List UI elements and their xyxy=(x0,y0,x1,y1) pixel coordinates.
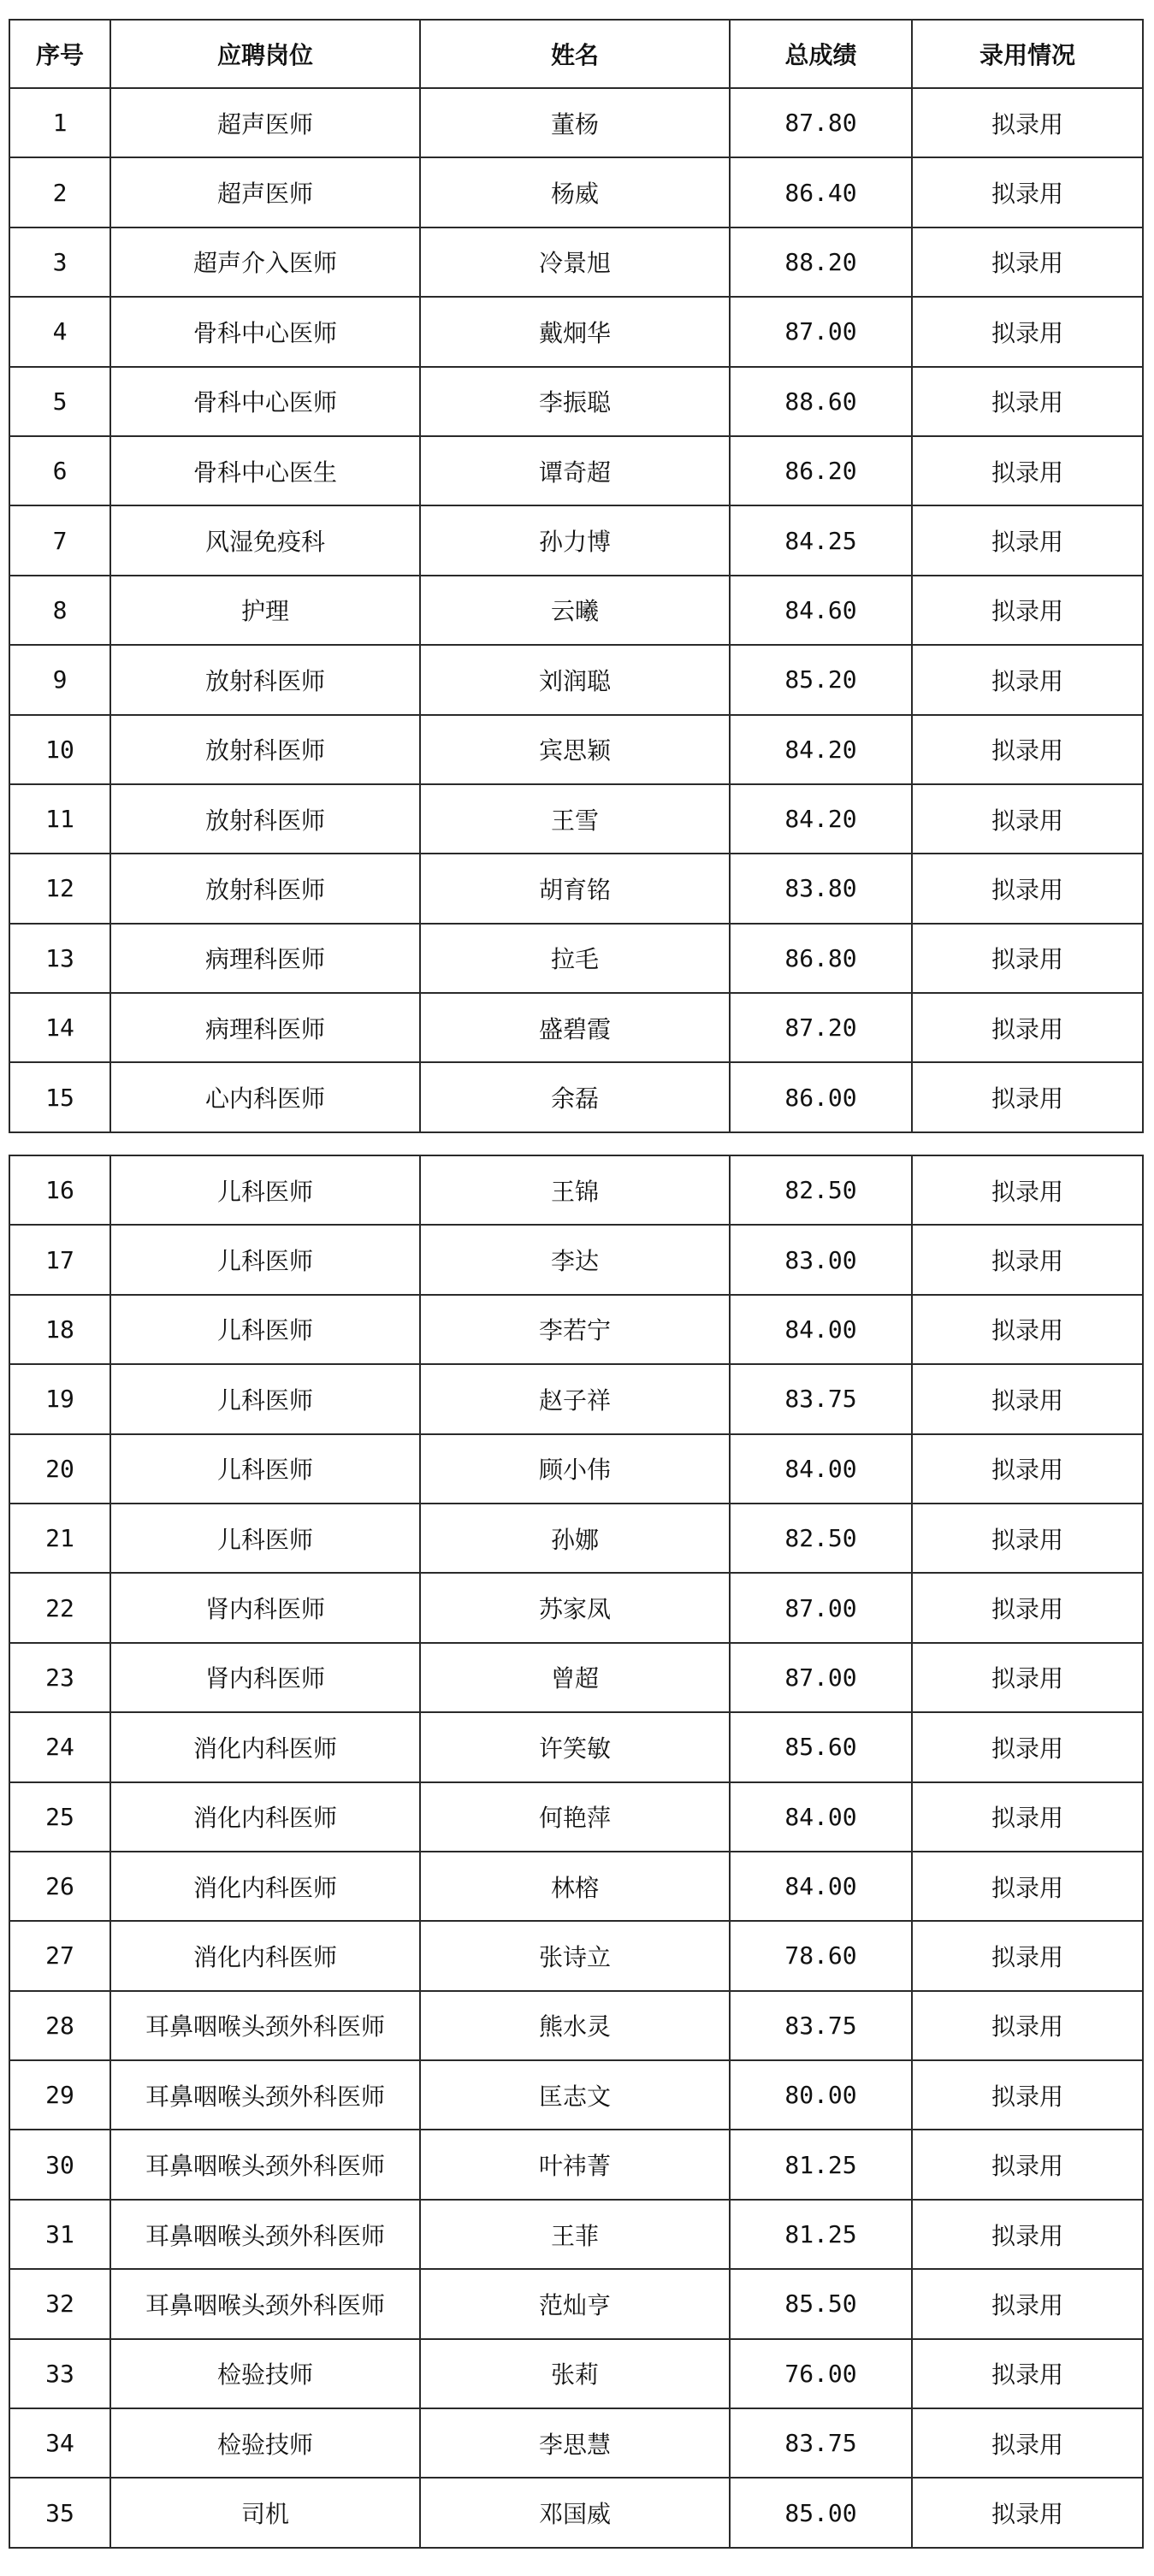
cell-no: 26 xyxy=(9,1852,110,1921)
cell-no: 29 xyxy=(9,2060,110,2130)
cell-score: 86.20 xyxy=(730,436,912,505)
table-row xyxy=(9,645,1143,714)
table-row xyxy=(9,784,1143,854)
cell-position: 骨科中心医师 xyxy=(110,297,420,366)
table-row xyxy=(9,715,1143,784)
cell-position: 儿科医师 xyxy=(110,1364,420,1433)
cell-position: 司机 xyxy=(110,2478,420,2547)
cell-position: 超声介入医师 xyxy=(110,227,420,297)
cell-no: 8 xyxy=(9,576,110,645)
cell-name: 胡育铭 xyxy=(420,854,730,923)
cell-score: 85.00 xyxy=(730,2478,912,2547)
table-row xyxy=(9,157,1143,227)
cell-name: 顾小伟 xyxy=(420,1434,730,1504)
cell-no: 10 xyxy=(9,715,110,784)
cell-position: 儿科医师 xyxy=(110,1504,420,1573)
cell-position: 病理科医师 xyxy=(110,993,420,1062)
cell-no: 27 xyxy=(9,1921,110,1990)
cell-name: 冷景旭 xyxy=(420,227,730,297)
results-table-part-2 xyxy=(9,1155,1144,2549)
table-row xyxy=(9,1573,1143,1642)
cell-name: 许笑敏 xyxy=(420,1712,730,1781)
cell-score: 81.25 xyxy=(730,2130,912,2199)
cell-no: 15 xyxy=(9,1062,110,1131)
cell-position: 护理 xyxy=(110,576,420,645)
table-row xyxy=(9,2478,1143,2547)
cell-status: 拟录用 xyxy=(912,1712,1143,1781)
cell-status: 拟录用 xyxy=(912,1155,1143,1225)
cell-no: 5 xyxy=(9,367,110,436)
cell-position: 肾内科医师 xyxy=(110,1643,420,1712)
cell-position: 检验技师 xyxy=(110,2408,420,2478)
table-row xyxy=(9,436,1143,505)
cell-position: 消化内科医师 xyxy=(110,1852,420,1921)
cell-name: 宾思颖 xyxy=(420,715,730,784)
cell-status: 拟录用 xyxy=(912,645,1143,714)
results-table-part-1 xyxy=(9,19,1144,1133)
cell-status: 拟录用 xyxy=(912,297,1143,366)
cell-no: 6 xyxy=(9,436,110,505)
cell-name: 李若宁 xyxy=(420,1295,730,1364)
cell-score: 85.60 xyxy=(730,1712,912,1781)
table-row xyxy=(9,1712,1143,1781)
cell-score: 78.60 xyxy=(730,1921,912,1990)
cell-name: 余磊 xyxy=(420,1062,730,1131)
cell-score: 86.00 xyxy=(730,1062,912,1131)
cell-score: 84.20 xyxy=(730,784,912,854)
cell-score: 82.50 xyxy=(730,1155,912,1225)
table-row xyxy=(9,1434,1143,1504)
table-row xyxy=(9,1155,1143,1225)
cell-position: 检验技师 xyxy=(110,2339,420,2408)
cell-status: 拟录用 xyxy=(912,1295,1143,1364)
table-row xyxy=(9,1062,1143,1131)
cell-name: 刘润聪 xyxy=(420,645,730,714)
cell-score: 84.00 xyxy=(730,1434,912,1504)
cell-status: 拟录用 xyxy=(912,784,1143,854)
cell-status: 拟录用 xyxy=(912,1921,1143,1990)
table-row xyxy=(9,1921,1143,1990)
cell-name: 赵子祥 xyxy=(420,1364,730,1433)
cell-score: 87.80 xyxy=(730,88,912,157)
cell-score: 84.20 xyxy=(730,715,912,784)
cell-no: 21 xyxy=(9,1504,110,1573)
cell-position: 耳鼻咽喉头颈外科医师 xyxy=(110,2130,420,2199)
cell-no: 4 xyxy=(9,297,110,366)
cell-score: 83.80 xyxy=(730,854,912,923)
cell-no: 14 xyxy=(9,993,110,1062)
cell-score: 84.00 xyxy=(730,1782,912,1852)
table-row xyxy=(9,2269,1143,2338)
cell-name: 李思慧 xyxy=(420,2408,730,2478)
cell-no: 13 xyxy=(9,924,110,993)
cell-status: 拟录用 xyxy=(912,854,1143,923)
cell-position: 儿科医师 xyxy=(110,1225,420,1294)
cell-status: 拟录用 xyxy=(912,715,1143,784)
cell-status: 拟录用 xyxy=(912,1364,1143,1433)
cell-no: 20 xyxy=(9,1434,110,1504)
cell-position: 放射科医师 xyxy=(110,854,420,923)
cell-status: 拟录用 xyxy=(912,2478,1143,2547)
cell-score: 86.40 xyxy=(730,157,912,227)
cell-status: 拟录用 xyxy=(912,2060,1143,2130)
cell-status: 拟录用 xyxy=(912,2339,1143,2408)
cell-score: 85.20 xyxy=(730,645,912,714)
cell-name: 盛碧霞 xyxy=(420,993,730,1062)
cell-status: 拟录用 xyxy=(912,924,1143,993)
cell-status: 拟录用 xyxy=(912,436,1143,505)
cell-no: 19 xyxy=(9,1364,110,1433)
cell-name: 云曦 xyxy=(420,576,730,645)
cell-status: 拟录用 xyxy=(912,1225,1143,1294)
table-row xyxy=(9,2408,1143,2478)
cell-no: 22 xyxy=(9,1573,110,1642)
cell-no: 16 xyxy=(9,1155,110,1225)
cell-position: 放射科医师 xyxy=(110,645,420,714)
table-row xyxy=(9,576,1143,645)
table-row xyxy=(9,88,1143,157)
cell-status: 拟录用 xyxy=(912,88,1143,157)
cell-no: 11 xyxy=(9,784,110,854)
cell-score: 84.00 xyxy=(730,1295,912,1364)
table-row xyxy=(9,505,1143,575)
cell-no: 7 xyxy=(9,505,110,575)
cell-name: 匡志文 xyxy=(420,2060,730,2130)
cell-name: 何艳萍 xyxy=(420,1782,730,1852)
cell-score: 86.80 xyxy=(730,924,912,993)
cell-status: 拟录用 xyxy=(912,2200,1143,2269)
cell-score: 85.50 xyxy=(730,2269,912,2338)
cell-status: 拟录用 xyxy=(912,367,1143,436)
table-row xyxy=(9,1225,1143,1294)
cell-position: 超声医师 xyxy=(110,157,420,227)
table-row xyxy=(9,1782,1143,1852)
cell-status: 拟录用 xyxy=(912,157,1143,227)
cell-no: 23 xyxy=(9,1643,110,1712)
cell-name: 孙娜 xyxy=(420,1504,730,1573)
cell-position: 风湿免疫科 xyxy=(110,505,420,575)
cell-no: 35 xyxy=(9,2478,110,2547)
cell-name: 杨威 xyxy=(420,157,730,227)
cell-name: 王锦 xyxy=(420,1155,730,1225)
cell-score: 84.25 xyxy=(730,505,912,575)
cell-no: 2 xyxy=(9,157,110,227)
table-row xyxy=(9,2339,1143,2408)
cell-score: 81.25 xyxy=(730,2200,912,2269)
cell-position: 儿科医师 xyxy=(110,1434,420,1504)
cell-no: 12 xyxy=(9,854,110,923)
cell-position: 心内科医师 xyxy=(110,1062,420,1131)
cell-name: 孙力博 xyxy=(420,505,730,575)
cell-score: 87.00 xyxy=(730,1573,912,1642)
cell-no: 33 xyxy=(9,2339,110,2408)
header-status: 录用情况 xyxy=(912,20,1143,88)
cell-position: 耳鼻咽喉头颈外科医师 xyxy=(110,2200,420,2269)
cell-status: 拟录用 xyxy=(912,2269,1143,2338)
cell-no: 24 xyxy=(9,1712,110,1781)
cell-name: 李振聪 xyxy=(420,367,730,436)
cell-name: 李达 xyxy=(420,1225,730,1294)
cell-name: 王雪 xyxy=(420,784,730,854)
cell-no: 3 xyxy=(9,227,110,297)
table-row xyxy=(9,854,1143,923)
table-row xyxy=(9,297,1143,366)
cell-position: 放射科医师 xyxy=(110,715,420,784)
cell-status: 拟录用 xyxy=(912,1573,1143,1642)
cell-status: 拟录用 xyxy=(912,993,1143,1062)
cell-status: 拟录用 xyxy=(912,1504,1143,1573)
cell-name: 张诗立 xyxy=(420,1921,730,1990)
cell-position: 消化内科医师 xyxy=(110,1782,420,1852)
cell-status: 拟录用 xyxy=(912,1991,1143,2060)
cell-name: 苏家凤 xyxy=(420,1573,730,1642)
table-row xyxy=(9,1852,1143,1921)
cell-status: 拟录用 xyxy=(912,227,1143,297)
cell-name: 林榕 xyxy=(420,1852,730,1921)
cell-status: 拟录用 xyxy=(912,1062,1143,1131)
cell-score: 84.60 xyxy=(730,576,912,645)
cell-score: 83.75 xyxy=(730,1991,912,2060)
cell-status: 拟录用 xyxy=(912,576,1143,645)
table-row xyxy=(9,367,1143,436)
cell-position: 耳鼻咽喉头颈外科医师 xyxy=(110,1991,420,2060)
cell-score: 84.00 xyxy=(730,1852,912,1921)
cell-score: 83.00 xyxy=(730,1225,912,1294)
cell-name: 谭奇超 xyxy=(420,436,730,505)
cell-name: 叶祎菁 xyxy=(420,2130,730,2199)
cell-position: 儿科医师 xyxy=(110,1295,420,1364)
cell-name: 董杨 xyxy=(420,88,730,157)
cell-position: 消化内科医师 xyxy=(110,1921,420,1990)
cell-no: 34 xyxy=(9,2408,110,2478)
cell-status: 拟录用 xyxy=(912,2408,1143,2478)
cell-status: 拟录用 xyxy=(912,1852,1143,1921)
table-header-row xyxy=(9,20,1143,88)
cell-name: 范灿亨 xyxy=(420,2269,730,2338)
cell-position: 病理科医师 xyxy=(110,924,420,993)
cell-status: 拟录用 xyxy=(912,1643,1143,1712)
cell-position: 骨科中心医生 xyxy=(110,436,420,505)
cell-status: 拟录用 xyxy=(912,505,1143,575)
cell-status: 拟录用 xyxy=(912,2130,1143,2199)
cell-score: 80.00 xyxy=(730,2060,912,2130)
table-row xyxy=(9,2200,1143,2269)
cell-score: 82.50 xyxy=(730,1504,912,1573)
cell-score: 87.00 xyxy=(730,1643,912,1712)
cell-no: 32 xyxy=(9,2269,110,2338)
cell-score: 88.20 xyxy=(730,227,912,297)
cell-position: 骨科中心医师 xyxy=(110,367,420,436)
cell-no: 18 xyxy=(9,1295,110,1364)
cell-no: 31 xyxy=(9,2200,110,2269)
cell-no: 28 xyxy=(9,1991,110,2060)
cell-position: 耳鼻咽喉头颈外科医师 xyxy=(110,2060,420,2130)
cell-name: 曾超 xyxy=(420,1643,730,1712)
cell-position: 儿科医师 xyxy=(110,1155,420,1225)
table-row xyxy=(9,1504,1143,1573)
header-no: 序号 xyxy=(9,20,110,88)
cell-position: 耳鼻咽喉头颈外科医师 xyxy=(110,2269,420,2338)
cell-status: 拟录用 xyxy=(912,1434,1143,1504)
table-row xyxy=(9,1991,1143,2060)
cell-score: 83.75 xyxy=(730,1364,912,1433)
cell-position: 肾内科医师 xyxy=(110,1573,420,1642)
header-score: 总成绩 xyxy=(730,20,912,88)
cell-position: 放射科医师 xyxy=(110,784,420,854)
table-row xyxy=(9,924,1143,993)
cell-no: 9 xyxy=(9,645,110,714)
table-row xyxy=(9,993,1143,1062)
cell-position: 消化内科医师 xyxy=(110,1712,420,1781)
header-position: 应聘岗位 xyxy=(110,20,420,88)
cell-score: 76.00 xyxy=(730,2339,912,2408)
table-row xyxy=(9,2130,1143,2199)
cell-name: 王菲 xyxy=(420,2200,730,2269)
table-row xyxy=(9,1364,1143,1433)
table-row xyxy=(9,1295,1143,1364)
cell-no: 25 xyxy=(9,1782,110,1852)
cell-status: 拟录用 xyxy=(912,1782,1143,1852)
cell-score: 87.20 xyxy=(730,993,912,1062)
cell-name: 熊水灵 xyxy=(420,1991,730,2060)
table-row xyxy=(9,227,1143,297)
cell-score: 88.60 xyxy=(730,367,912,436)
cell-no: 17 xyxy=(9,1225,110,1294)
cell-position: 超声医师 xyxy=(110,88,420,157)
table-row xyxy=(9,2060,1143,2130)
header-name: 姓名 xyxy=(420,20,730,88)
cell-name: 拉毛 xyxy=(420,924,730,993)
cell-no: 30 xyxy=(9,2130,110,2199)
cell-name: 张莉 xyxy=(420,2339,730,2408)
cell-name: 邓国威 xyxy=(420,2478,730,2547)
cell-name: 戴炯华 xyxy=(420,297,730,366)
cell-score: 87.00 xyxy=(730,297,912,366)
cell-score: 83.75 xyxy=(730,2408,912,2478)
cell-no: 1 xyxy=(9,88,110,157)
table-row xyxy=(9,1643,1143,1712)
